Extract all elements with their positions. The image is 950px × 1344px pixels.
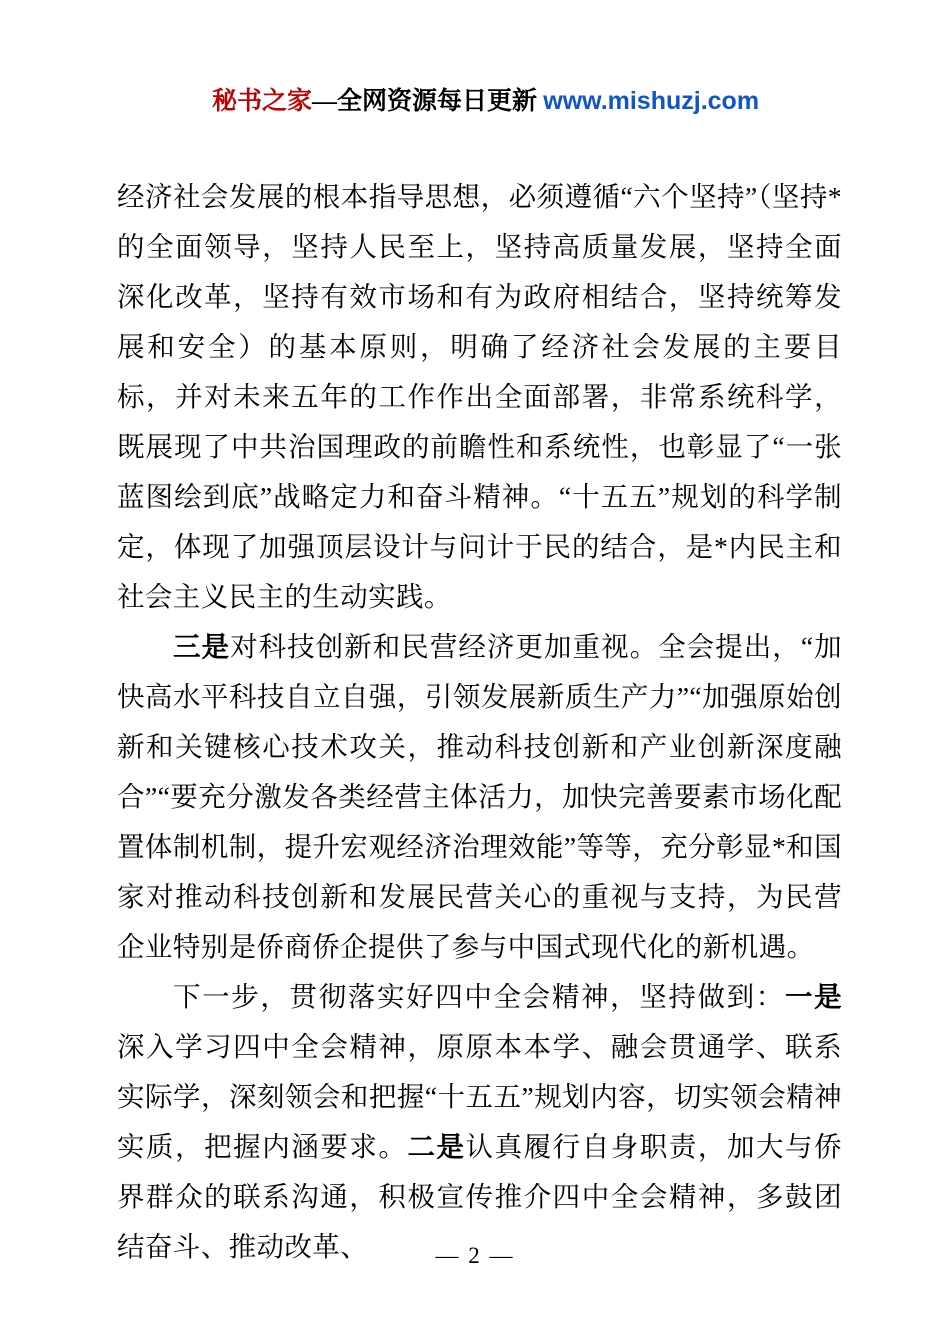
paragraph-3 bbox=[117, 972, 842, 1272]
paragraph-3-point-two-text: 认真履行自身职责，加大与侨界群众的联系沟通，积极宣传推介四中全会精神，多鼓团结奋斗、推动改革、 bbox=[117, 1131, 842, 1262]
document-body bbox=[117, 172, 842, 1272]
paragraph-3-point-two-label: 二是 bbox=[407, 1131, 466, 1162]
paragraph-2 bbox=[117, 622, 842, 972]
paragraph-3-point-one-label: 一是 bbox=[784, 981, 842, 1012]
paragraph-2-text: 对科技创新和民营经济更加重视。全会提出，“加快高水平科技自立自强，引领发展新质生产力”“加强原始创新和关键核心技术攻关，推动科技创新和产业创新深度融合”“要充分激发各类经营主体活力，加快完善要素市场化配置体制机制，提升宏观经济治理效能”等等，充分彰显*和国家对推动科技创新和发展民营关心的重视与支持，为民营企业特别是侨商侨企提供了参与中国式现代化的新机遇。 bbox=[117, 631, 842, 962]
paragraph-3-point-one-text: 深入学习四中全会精神，原原本本学、融会贯通学、联系实际学，深刻领会和把握“十五五”规划内容，切实领会精神实质，把握内涵要求。 bbox=[117, 1031, 842, 1162]
page-footer bbox=[0, 1243, 950, 1269]
paragraph-1: 经济社会发展的根本指导思想，必须遵循“六个坚持”（坚持*的全面领导，坚持人民至上，坚持高质量发展，坚持全面深化改革，坚持有效市场和有为政府相结合，坚持统筹发展和安全）的基本原则，明确了经济社会发展的主要目标，并对未来五年的工作作出全面部署，非常系统科学，既展现了中共治国理政的前瞻性和系统性，也彰显了“一张蓝图绘到底”战略定力和奋斗精神。“十五五”规划的科学制定，体现了加强顶层设计与问计于民的结合，是*内民主和社会主义民主的生动实践。 bbox=[117, 181, 842, 612]
site-url[interactable]: www.mishuzj.com bbox=[543, 87, 760, 115]
site-tagline: —全网资源每日更新 bbox=[312, 88, 544, 115]
paragraph-3-intro: 下一步，贯彻落实好四中全会精神，坚持做到： bbox=[173, 981, 785, 1012]
paragraph-2-lead: 三是 bbox=[173, 631, 231, 662]
site-brand-name: 秘书之家 bbox=[212, 88, 313, 115]
site-watermark-header bbox=[212, 86, 759, 117]
page-number: — 2 — bbox=[435, 1243, 515, 1268]
